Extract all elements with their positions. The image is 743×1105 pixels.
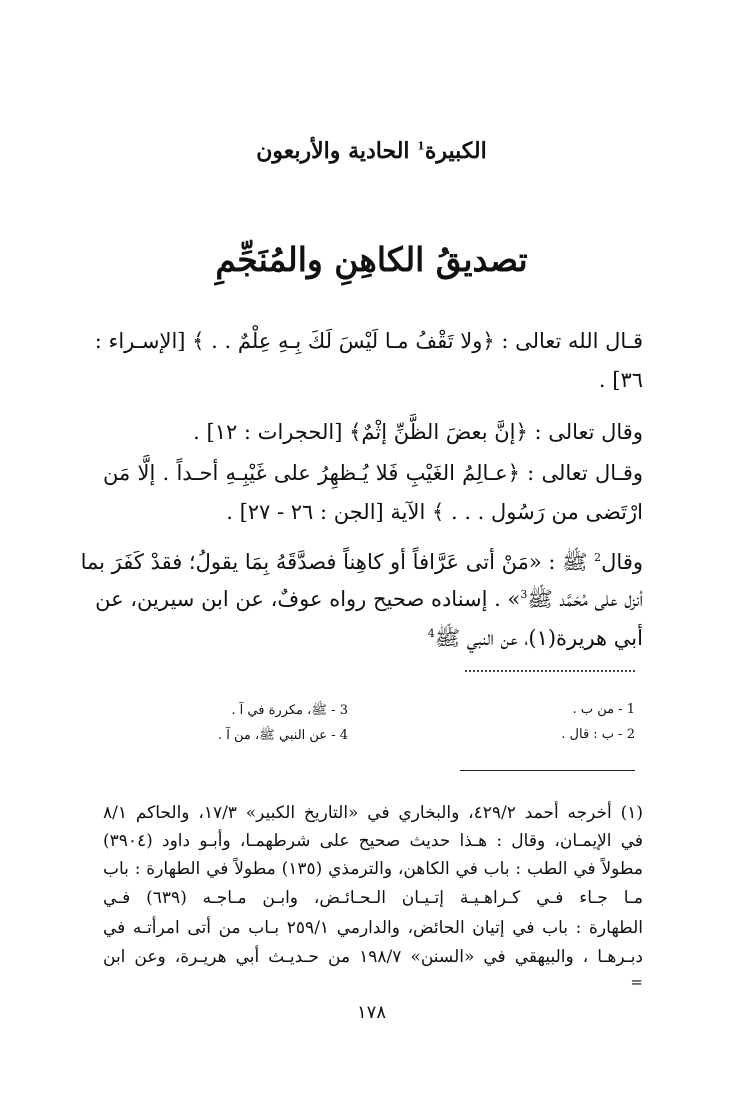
footnote-line: مـا جـاء فـي كـراهـيـة إتـيـان الـحـائـض، وابـن مـاجـه (٦٣٩) فـي <box>103 888 644 908</box>
main-text-segment: أنزل على مُحَمَّد ﷺ <box>527 587 643 611</box>
footnote-line: في الإيمـان، وقال : هـذا حديث صحيح على شرطهمـا، وأبـو داود (٣٩٠٤) <box>103 831 643 851</box>
footnote-rule <box>460 770 635 771</box>
footnote-line: مطولاً في الطب : باب في الكاهن، والترمذي (١٣٥) مطولاً في الطهارة : باب <box>103 859 643 879</box>
page-number: ١٧٨ <box>356 1002 386 1023</box>
chapter-heading-suffix: الحادية والأربعون <box>256 138 418 164</box>
main-text-segment: » . إسناده صحيح رواه عوفٌ، عن ابن سيرين، عن <box>95 587 521 611</box>
main-text-line: وقـال تعالى : ﴿عـالِمُ الغَيْبِ فَلا يُـظهِرُ على غَيْبِـهِ أحـداً . إلَّا مَن <box>103 461 643 485</box>
section-title: تصديقُ الكاهِنِ والمُنَجِّمِ <box>215 240 528 279</box>
footnote-continuation-mark: = <box>630 973 643 991</box>
main-text-line: وقال تعالى : ﴿إنَّ بعضَ الظَّنِّ إثْمٌ﴾ [الحجرات : ١٢] . <box>193 420 643 444</box>
main-text-segment: ﷺ : «مَنْ أتى عَرَّافاً أو كاهِناً فصدَّقَهُ بِمَا يقولُ؛ فقدْ كَفَرَ بما <box>80 550 595 574</box>
footnote-line: دبـرهـا ، والبيهقي في «السنن» ١٩٨/٧ من حـديـث أبي هريـرة، وعن ابن <box>103 947 643 967</box>
main-text-line: ارْتَضى من رَسُول . . . ﴾ الآية [الجن : ٢٦ - ٢٧] . <box>226 500 643 524</box>
footnote-line: (١) أخرجه أحمد ٤٢٩/٢، والبخاري في «التاريخ الكبير» ١٧/٣، والحاكم ٨/١ <box>103 803 643 823</box>
main-text-line: ٣٦] . <box>598 368 643 392</box>
main-text-line: قـال الله تعالى : ﴿ولا تَقْفُ مـا لَيْسَ لَكَ بِـهِ عِلْمٌ . . ﴾ [الإسـراء : <box>94 329 643 353</box>
main-text-segment: وقال <box>601 550 643 574</box>
editor-note-marker-3: 3 <box>520 588 528 601</box>
editor-note-marker-4: 4 <box>427 627 435 640</box>
editor-note: 4 - عن النبي ﷺ، من آ . <box>217 728 348 743</box>
footnote-line: الطهارة : باب في إتيان الحائض، والدارمي ٢٥٩/١ بـاب من أتى امرأتـه في <box>103 918 644 938</box>
main-text-line <box>95 580 643 614</box>
editor-note: 3 - ﷺ، مكررة في آ . <box>231 703 348 718</box>
main-text-line <box>103 619 643 653</box>
editor-note-marker-2: 2 <box>594 551 602 564</box>
editor-note: 2 - ب : قال . <box>561 727 635 742</box>
dotted-separator <box>465 670 635 672</box>
main-text-line <box>80 543 643 577</box>
chapter-heading-text: الكبيرة <box>424 138 487 164</box>
editor-note-marker-1: 1 <box>417 139 425 153</box>
editor-note: 1 - من ب . <box>572 702 635 717</box>
main-text-segment: أبي هريرة(١)، عن النبي ﷺ <box>434 626 643 650</box>
chapter-heading <box>0 138 743 164</box>
